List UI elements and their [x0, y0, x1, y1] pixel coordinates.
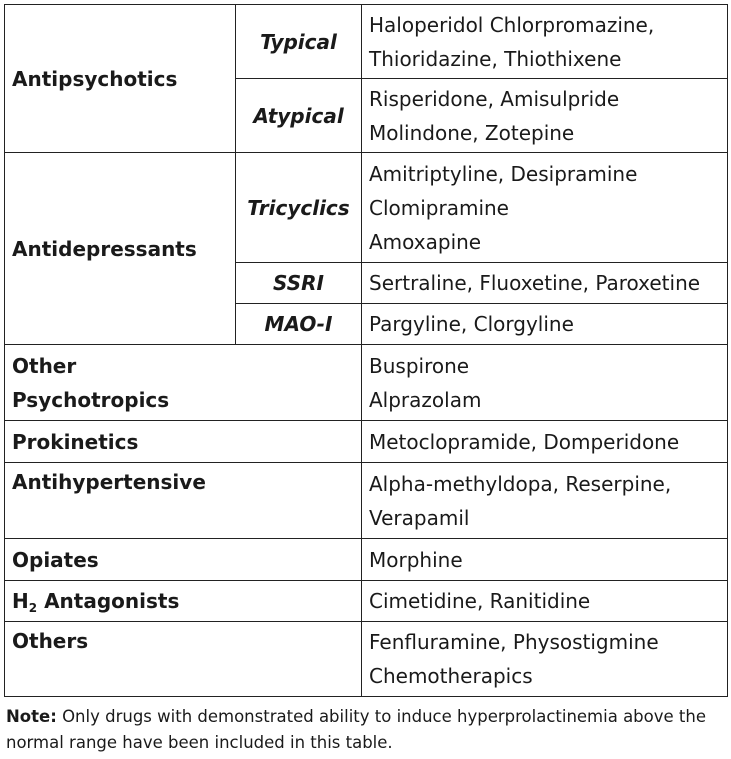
- subclass-ssri: SSRI: [236, 263, 362, 304]
- drug-line: Pargyline, Clorgyline: [369, 312, 574, 336]
- drugs-typical: [362, 5, 728, 79]
- subclass-atypical: Atypical: [236, 79, 362, 153]
- drugs-others: [362, 622, 728, 697]
- drugs-opiates: [362, 539, 728, 581]
- drugs-atypical: [362, 79, 728, 153]
- drug-line: Alprazolam: [369, 387, 482, 412]
- class-label-line: Other: [12, 353, 77, 378]
- drug-line: Amoxapine: [369, 229, 482, 254]
- drugs-h2-antagonists: [362, 581, 728, 622]
- drugs-tricyclics: [362, 153, 728, 263]
- drug-line: Fenfluramine, Physostigmine: [369, 630, 659, 654]
- subclass-maoi: MAO-I: [236, 304, 362, 345]
- note-text: Only drugs with demonstrated ability to induce hyperprolactinemia above the normal range have been included in this table.: [6, 707, 706, 752]
- class-label-subscript: 2: [28, 601, 38, 615]
- class-others: Others: [5, 622, 362, 697]
- subclass-typical: Typical: [236, 5, 362, 79]
- class-antipsychotics: Antipsychotics: [5, 5, 236, 153]
- class-prokinetics: Prokinetics: [5, 421, 362, 463]
- drug-line: Thioridazine, Thiothixene: [369, 46, 622, 71]
- drugs-prokinetics: [362, 421, 728, 463]
- class-h2-antagonists: [5, 581, 362, 622]
- drugs-maoi: [362, 304, 728, 345]
- drugs-ssri: [362, 263, 728, 304]
- drug-line: Alpha-methyldopa, Reserpine,: [369, 471, 672, 496]
- table-row: [5, 421, 728, 463]
- table-row: [5, 581, 728, 622]
- drug-line: Clomipramine: [369, 195, 509, 220]
- table-row: [5, 5, 728, 79]
- drug-line: Verapamil: [369, 505, 470, 530]
- subclass-tricyclics: Tricyclics: [236, 153, 362, 263]
- table-row: [5, 539, 728, 581]
- drug-line: Chemotherapics: [369, 664, 533, 688]
- table-footnote: [6, 704, 726, 756]
- drug-line: Sertraline, Fluoxetine, Paroxetine: [369, 271, 701, 295]
- class-label-suffix: Antagonists: [37, 589, 180, 613]
- drug-line: Amitriptyline, Desipramine: [369, 161, 638, 186]
- class-antihypertensive: Antihypertensive: [5, 463, 362, 539]
- note-label: Note:: [6, 707, 57, 726]
- table-row: [5, 463, 728, 539]
- table-row: [5, 345, 728, 421]
- drugs-antihypertensive: [362, 463, 728, 539]
- drug-line: Buspirone: [369, 353, 470, 378]
- class-antidepressants: Antidepressants: [5, 153, 236, 345]
- drugs-other-psychotropics: [362, 345, 728, 421]
- drug-line: Metoclopramide, Domperidone: [369, 429, 680, 454]
- drug-line: Risperidone, Amisulpride: [369, 86, 620, 111]
- drug-class-table: [4, 4, 728, 697]
- class-label-prefix: H: [12, 589, 29, 613]
- class-label-line: Psychotropics: [12, 387, 170, 412]
- drug-line: Haloperidol Chlorpromazine,: [369, 12, 655, 37]
- class-other-psychotropics: [5, 345, 362, 421]
- class-opiates: Opiates: [5, 539, 362, 581]
- table-row: [5, 153, 728, 263]
- drug-line: Molindone, Zotepine: [369, 120, 575, 145]
- drug-line: Cimetidine, Ranitidine: [369, 589, 591, 613]
- table-row: [5, 622, 728, 697]
- drug-line: Morphine: [369, 547, 463, 572]
